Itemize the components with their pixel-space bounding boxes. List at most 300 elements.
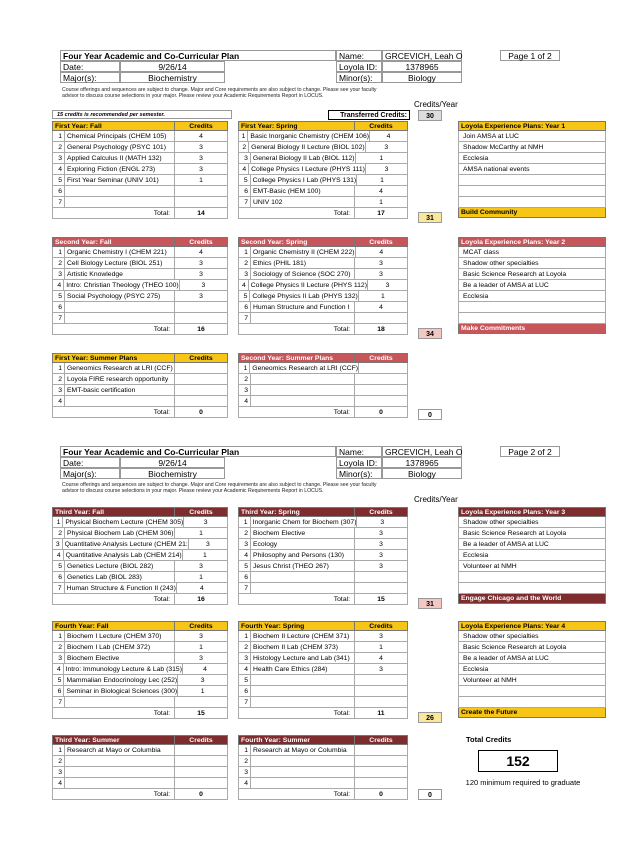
course-name: Genetics Lecture (BIOL 282) — [67, 563, 154, 570]
section-total: 0 — [174, 789, 227, 799]
course-row — [52, 153, 228, 164]
course-credits — [174, 767, 227, 777]
course-row — [52, 528, 228, 539]
section-title: Fourth Year: Summer — [241, 737, 310, 744]
credits-header: Credits — [174, 354, 227, 362]
course-credits: 3 — [354, 550, 407, 560]
loyola-plan-item — [458, 291, 606, 302]
course-credits: 3 — [354, 269, 407, 279]
row-number: 2 — [53, 756, 65, 766]
row-number: 6 — [239, 302, 251, 312]
total-credits-box — [460, 735, 600, 787]
credits-header: Credits — [354, 622, 407, 630]
course-credits — [354, 374, 407, 384]
row-number: 3 — [239, 385, 251, 395]
row-number: 5 — [239, 175, 251, 185]
section-total-row — [52, 789, 228, 800]
loyola-plan-item — [458, 550, 606, 561]
loyola-plan-item-text: Basic Science Research at Loyola — [463, 530, 567, 537]
course-row — [52, 561, 228, 572]
loyola-plan-footer-text: Build Community — [461, 209, 518, 216]
course-row — [238, 313, 408, 324]
loyola-plan-item — [458, 142, 606, 153]
section-total-row — [52, 208, 228, 219]
year-total-credits: 34 — [418, 328, 442, 339]
row-number: 3 — [53, 153, 65, 163]
course-row — [238, 142, 408, 153]
course-row — [52, 517, 228, 528]
loyola-plan-item-text — [459, 197, 605, 207]
row-number: 3 — [239, 767, 251, 777]
course-name: Physical Biochem Lecture (CHEM 305) — [65, 519, 184, 526]
course-credits — [174, 396, 227, 406]
course-row — [52, 642, 228, 653]
course-row — [238, 385, 408, 396]
section-header — [238, 237, 408, 247]
section-total-row — [238, 407, 408, 418]
course-row — [238, 572, 408, 583]
course-row — [238, 363, 408, 374]
course-row — [238, 280, 408, 291]
loyola-plan-item-text: Join AMSA at LUC — [463, 133, 519, 140]
course-row — [238, 247, 408, 258]
course-row — [52, 247, 228, 258]
loyola-plan-item-text: Shadow other specialties — [463, 633, 539, 640]
course-row — [238, 528, 408, 539]
section-total-row — [238, 708, 408, 719]
row-number: 2 — [53, 642, 65, 652]
total-label: Total: — [153, 791, 170, 798]
loyola-plan-item — [458, 539, 606, 550]
section-header — [238, 735, 408, 745]
course-credits: 1 — [174, 175, 227, 185]
course-name: EMT-basic certification — [67, 387, 136, 394]
row-number: 4 — [53, 664, 64, 674]
section-total: 0 — [174, 407, 227, 417]
loyola-plan-footer — [458, 324, 606, 334]
course-name — [251, 778, 354, 788]
course-row — [52, 745, 228, 756]
course-row — [52, 664, 228, 675]
course-credits — [174, 197, 227, 207]
loyola-plan-item-text: Basic Science Research at Loyola — [463, 271, 567, 278]
course-row — [238, 664, 408, 675]
total-label: Total: — [153, 326, 170, 333]
loyola-plan-item — [458, 561, 606, 572]
loyola-plan-item — [458, 528, 606, 539]
row-number: 5 — [239, 561, 251, 571]
course-credits: 1 — [177, 686, 227, 696]
course-credits — [174, 186, 227, 196]
row-number: 6 — [53, 686, 64, 696]
row-number: 6 — [239, 572, 251, 582]
course-row — [238, 697, 408, 708]
course-row — [238, 374, 408, 385]
row-number: 4 — [239, 778, 251, 788]
row-number: 1 — [239, 631, 251, 641]
plan-title-2: Four Year Academic and Co-Curricular Plan — [60, 446, 336, 457]
section-title: First Year: Fall — [55, 123, 102, 130]
course-name — [251, 756, 354, 766]
row-number: 4 — [53, 778, 65, 788]
loyola-plan-item — [458, 269, 606, 280]
course-name — [65, 313, 174, 323]
section-second-year-fall — [52, 237, 228, 335]
course-row — [52, 313, 228, 324]
row-number: 5 — [239, 291, 250, 301]
total-label: Total: — [153, 596, 170, 603]
row-number: 6 — [53, 302, 65, 312]
course-credits: 1 — [174, 572, 227, 582]
loyola-plan-footer — [458, 208, 606, 218]
section-total: 0 — [354, 407, 407, 417]
section-total-row — [52, 594, 228, 605]
course-row — [238, 258, 408, 269]
course-name — [251, 385, 354, 395]
loyola-plan-item-text — [459, 697, 605, 707]
section-header — [52, 735, 228, 745]
course-credits: 3 — [354, 539, 407, 549]
course-credits — [174, 756, 227, 766]
course-name: Inorganic Chem for Biochem (307) — [252, 519, 357, 526]
course-name — [251, 686, 354, 696]
course-name: College Physics I Lab (PHYS 131) — [252, 177, 357, 184]
loyola-plan-item — [458, 631, 606, 642]
row-number: 2 — [53, 258, 65, 268]
row-number: 4 — [239, 396, 251, 406]
course-credits: 3 — [174, 164, 227, 174]
row-number: 7 — [239, 583, 251, 593]
course-credits — [174, 697, 227, 707]
course-credits — [354, 767, 407, 777]
course-name: Organic Chemistry II (CHEM 222) — [252, 249, 355, 256]
course-credits: 4 — [354, 653, 407, 663]
section-title: Fourth Year: Spring — [241, 623, 305, 630]
course-row — [238, 131, 408, 142]
loyola-plan-item-text: Ecclesia — [463, 293, 489, 300]
course-credits: 4 — [369, 131, 407, 141]
row-number: 5 — [53, 175, 65, 185]
loyola-plan-item-text — [459, 583, 605, 593]
row-number: 2 — [239, 374, 251, 384]
section-fourth-year-spring — [238, 621, 408, 719]
section-total: 15 — [174, 708, 227, 718]
course-credits: 4 — [174, 131, 227, 141]
total-label: Total: — [333, 710, 350, 717]
credits-header: Credits — [354, 508, 407, 516]
section-header — [238, 121, 408, 131]
id-label-2: Loyola ID: — [336, 457, 382, 468]
row-number: 1 — [239, 517, 251, 527]
course-row — [52, 583, 228, 594]
course-name — [65, 302, 174, 312]
course-row — [238, 756, 408, 767]
course-name — [251, 374, 354, 384]
total-label: Total: — [333, 210, 350, 217]
credits-year-label: Credits/Year — [414, 100, 458, 109]
loyola-experience-plan-year-4 — [458, 621, 606, 718]
section-total: 11 — [354, 708, 407, 718]
course-name: Biochem I Lecture (CHEM 370) — [67, 633, 162, 640]
course-name: Sociology of Science (SOC 270) — [253, 271, 351, 278]
row-number: 3 — [53, 269, 65, 279]
disclaimer-note: Course offerings and sequences are subject to change. Major and Core requirements are also subject to change. Please see your faculty advisor to discuss course selections in your major. Please review your Academic Requirements Report in LOCUS. — [62, 87, 377, 99]
course-row — [238, 153, 408, 164]
course-row — [52, 164, 228, 175]
total-label: Total: — [333, 596, 350, 603]
year-total-credits: 26 — [418, 712, 442, 723]
course-name: General Biology II Lab (BIOL 112) — [252, 155, 355, 162]
row-number: 6 — [53, 186, 65, 196]
section-header — [238, 621, 408, 631]
row-number: 3 — [53, 539, 63, 549]
credits-header: Credits — [354, 736, 407, 744]
minor-label: Minor(s): — [336, 72, 382, 83]
row-number: 1 — [239, 131, 248, 141]
course-credits — [354, 385, 407, 395]
section-total-row — [52, 407, 228, 418]
course-name: Histology Lecture and Lab (341) — [253, 655, 350, 662]
date-label: Date: — [60, 61, 120, 72]
page-number: Page 1 of 2 — [500, 50, 560, 61]
section-total: 16 — [174, 594, 227, 604]
course-row — [238, 745, 408, 756]
row-number: 6 — [239, 186, 251, 196]
total-label: Total: — [333, 791, 350, 798]
row-number: 4 — [239, 280, 249, 290]
course-credits: 3 — [365, 164, 407, 174]
year-total-credits: 31 — [418, 212, 442, 223]
course-name — [251, 313, 354, 323]
course-row — [238, 778, 408, 789]
row-number: 5 — [53, 561, 65, 571]
course-name — [65, 697, 174, 707]
section-title: Second Year: Fall — [55, 239, 112, 246]
credits-header: Credits — [174, 622, 227, 630]
row-number: 2 — [239, 142, 249, 152]
course-credits — [174, 313, 227, 323]
course-credits: 3 — [188, 539, 227, 549]
loyola-plan-item — [458, 302, 606, 313]
course-row — [238, 767, 408, 778]
course-credits: 1 — [355, 153, 407, 163]
course-credits — [354, 745, 407, 755]
section-fourth-year-summer — [238, 735, 408, 800]
loyola-plan-footer-text: Create the Future — [461, 709, 518, 716]
row-number: 4 — [53, 550, 64, 560]
loyola-plan-item — [458, 664, 606, 675]
major-value: Biochemistry — [120, 72, 225, 83]
loyola-plan-item — [458, 517, 606, 528]
course-credits: 1 — [354, 642, 407, 652]
id-label: Loyola ID: — [336, 61, 382, 72]
course-row — [238, 269, 408, 280]
page-number-2: Page 2 of 2 — [500, 446, 560, 457]
loyola-plan-item — [458, 583, 606, 594]
row-number: 4 — [53, 280, 64, 290]
course-credits: 4 — [354, 186, 407, 196]
loyola-plan-item — [458, 280, 606, 291]
row-number: 7 — [53, 697, 65, 707]
loyola-plan-item — [458, 164, 606, 175]
row-number: 5 — [239, 675, 251, 685]
course-credits: 3 — [354, 258, 407, 268]
section-header — [238, 507, 408, 517]
loyola-plan-item — [458, 153, 606, 164]
course-row — [238, 642, 408, 653]
loyola-plan-title — [458, 121, 606, 131]
course-credits: 3 — [174, 153, 227, 163]
section-total-row — [238, 594, 408, 605]
section-total-row — [238, 324, 408, 335]
course-name — [65, 186, 174, 196]
course-name: Jesus Christ (THEO 267) — [253, 563, 329, 570]
row-number: 2 — [239, 756, 251, 766]
course-name: Basic Inorganic Chemistry (CHEM 106) — [250, 133, 370, 140]
course-name — [65, 756, 174, 766]
credits-header: Credits — [354, 238, 407, 246]
course-credits: 4 — [354, 302, 407, 312]
loyola-plan-item — [458, 572, 606, 583]
course-credits — [174, 374, 227, 384]
course-credits — [174, 363, 227, 373]
course-credits: 3 — [356, 517, 407, 527]
section-header — [52, 237, 228, 247]
course-row — [238, 164, 408, 175]
section-title: First Year: Spring — [241, 123, 298, 130]
credits-header: Credits — [354, 354, 407, 362]
section-total-row — [238, 789, 408, 800]
course-name — [65, 396, 174, 406]
section-total: 0 — [354, 789, 407, 799]
student-name-2: GRCEVICH, Leah O — [382, 446, 462, 457]
row-number: 2 — [53, 142, 65, 152]
section-header — [52, 621, 228, 631]
total-label: Total: — [153, 409, 170, 416]
course-row — [238, 186, 408, 197]
transferred-label: Transferred Credits: — [328, 110, 410, 120]
row-number: 4 — [239, 550, 251, 560]
course-name — [251, 396, 354, 406]
course-name: Research at Mayo or Columbia — [67, 747, 161, 754]
course-name: College Physics II Lab (PHYS 132) — [252, 293, 358, 300]
course-row — [52, 778, 228, 789]
row-number: 1 — [53, 131, 65, 141]
course-row — [238, 550, 408, 561]
course-credits: 3 — [174, 258, 227, 268]
row-number: 3 — [239, 269, 251, 279]
date-value: 9/26/14 — [120, 61, 225, 72]
total-label: Total: — [333, 409, 350, 416]
total-label: Total: — [333, 326, 350, 333]
loyola-id: 1378965 — [382, 61, 462, 72]
loyola-plan-footer — [458, 594, 606, 604]
row-number: 3 — [53, 385, 65, 395]
course-row — [52, 131, 228, 142]
loyola-plan-item-text: Be a leader of AMSA at LUC — [463, 655, 549, 662]
loyola-plan-title-text: Loyola Experience Plans: Year 3 — [461, 509, 566, 516]
loyola-plan-item — [458, 642, 606, 653]
course-name: Organic Chemistry I (CHEM 221) — [67, 249, 167, 256]
course-row — [52, 572, 228, 583]
row-number: 7 — [53, 583, 65, 593]
course-row — [52, 374, 228, 385]
plan-title: Four Year Academic and Co-Curricular Plan — [60, 50, 336, 61]
date-value-2: 9/26/14 — [120, 457, 225, 468]
loyola-plan-item-text: Ecclesia — [463, 666, 489, 673]
total-label: Total: — [153, 210, 170, 217]
course-row — [238, 631, 408, 642]
course-credits: 3 — [183, 517, 227, 527]
loyola-plan-title — [458, 621, 606, 631]
section-second-year-spring — [238, 237, 408, 335]
course-row — [238, 517, 408, 528]
course-name — [65, 197, 174, 207]
course-credits: 3 — [354, 528, 407, 538]
course-row — [238, 686, 408, 697]
row-number: 1 — [239, 745, 251, 755]
course-row — [52, 550, 228, 561]
course-credits: 1 — [182, 550, 227, 560]
loyola-plan-item-text: Shadow other specialties — [463, 260, 539, 267]
course-row — [238, 396, 408, 407]
section-total: 14 — [174, 208, 227, 218]
course-row — [52, 396, 228, 407]
course-credits — [174, 778, 227, 788]
loyola-plan-item — [458, 313, 606, 324]
loyola-plan-title — [458, 237, 606, 247]
row-number: 4 — [239, 664, 251, 674]
total-label: Total: — [153, 710, 170, 717]
loyola-plan-item-text: Ecclesia — [463, 155, 489, 162]
loyola-plan-item — [458, 175, 606, 186]
minor-value-2: Biology — [382, 468, 462, 479]
course-credits: 3 — [174, 631, 227, 641]
section-title: Second Year: Summer Plans — [241, 355, 334, 362]
row-number: 3 — [53, 767, 65, 777]
minimum-note: 120 minimum required to graduate — [465, 778, 581, 787]
course-credits — [354, 583, 407, 593]
loyola-plan-item-text — [459, 686, 605, 696]
date-label-2: Date: — [60, 457, 120, 468]
section-header — [52, 353, 228, 363]
loyola-experience-plan-year-2 — [458, 237, 606, 334]
section-title: Third Year: Fall — [55, 509, 104, 516]
major-label-2: Major(s): — [60, 468, 120, 479]
course-credits — [354, 778, 407, 788]
section-third-year-spring — [238, 507, 408, 605]
section-third-year-fall — [52, 507, 228, 605]
loyola-plan-title — [458, 507, 606, 517]
course-name: Intro: Christian Theology (THEO 100) — [66, 282, 179, 289]
course-credits: 4 — [182, 664, 227, 674]
loyola-plan-footer-text: Engage Chicago and the World — [461, 595, 562, 602]
section-total: 16 — [174, 324, 227, 334]
course-credits: 3 — [179, 280, 227, 290]
loyola-plan-item-text: Be a leader of AMSA at LUC — [463, 541, 549, 548]
disclaimer-note-2: Course offerings and sequences are subject to change. Major and Core requirements are also subject to change. Please see your faculty advisor to discuss course selections in your major. Please review your Academic Requirements Report in LOCUS. — [62, 482, 377, 494]
loyola-plan-item — [458, 697, 606, 708]
name-label-2: Name: — [336, 446, 382, 457]
section-total: 18 — [354, 324, 407, 334]
course-name: General Psychology (PSYC 101) — [67, 144, 166, 151]
row-number: 1 — [53, 363, 65, 373]
row-number: 1 — [239, 247, 251, 257]
loyola-plan-item-text — [459, 572, 605, 582]
course-credits — [174, 385, 227, 395]
course-row — [52, 631, 228, 642]
course-row — [52, 291, 228, 302]
